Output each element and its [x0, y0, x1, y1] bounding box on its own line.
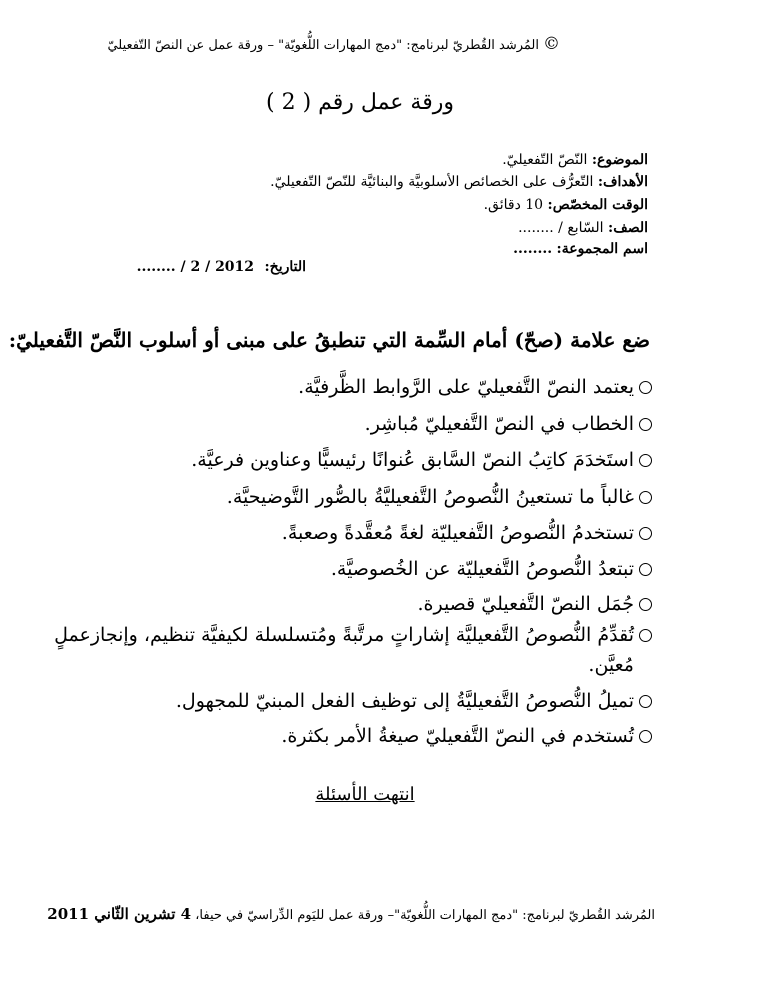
meta-subject [502, 152, 648, 168]
end-of-questions: انتهت الأسئلة [315, 784, 415, 805]
list-item [331, 558, 652, 580]
list-item [191, 449, 652, 471]
item-text: تميلُ النُّصوصُ التَّفعيليَّةُ إلى توظيف الفعل المبنيّ للمجهول. [175, 690, 634, 712]
radio-circle-icon[interactable] [639, 527, 652, 540]
class-label: الصف: [608, 220, 648, 236]
goals-label: الأهداف: [597, 174, 648, 190]
radio-circle-icon[interactable] [639, 381, 652, 394]
item-text: جُمَل النصّ التَّفعيليّ قصيرة. [417, 593, 634, 615]
meta-time [484, 197, 648, 213]
meta-goals [270, 174, 648, 190]
item-text: تبتعدُ النُّصوصُ التَّفعيليّة عن الخُصوصيَّة. [330, 558, 634, 580]
list-item [52, 620, 652, 680]
date-value: ........ / 2 / 2012 [136, 259, 255, 275]
radio-circle-icon[interactable] [639, 563, 652, 576]
list-item [227, 486, 652, 508]
footer-text: المُرشد القُطريّ لبرنامج: "دمج المهارات اللُّغويّة"– ورقة عمل لليَوم الدِّراسيّ في حيفا، [195, 908, 655, 923]
item-text: تستخدمُ النُّصوصُ التَّفعيليّة لغةً مُعقَّدةً وصعبةً. [281, 522, 634, 544]
list-item [281, 725, 652, 747]
meta-class [518, 220, 648, 236]
group-label: اسم المجموعة: [556, 241, 648, 257]
radio-circle-icon[interactable] [639, 730, 652, 743]
list-item [176, 690, 652, 712]
group-value: ........ [513, 241, 553, 257]
goals-value: التّعرُّف على الخصائص الأسلوبيَّة والبنائيَّة للنّصّ التّفعيليّ. [270, 174, 594, 190]
radio-circle-icon[interactable] [639, 598, 652, 611]
class-value: السّابع / ........ [518, 220, 604, 236]
footer [47, 905, 655, 923]
footer-date: 4 تشرين الثّاني 2011 [47, 905, 192, 923]
item-text: غالباً ما تستعينُ النُّصوصُ التَّفعيليَّةُ بالصُّور التَّوضيحيَّة. [226, 486, 634, 508]
page-title: ورقة عمل رقم ( 2 ) [266, 90, 454, 115]
header-text: المُرشد القُطريّ لبرنامج: "دمج المهارات اللُّغويّة" – ورقة عمل عن النصّ التّفعيليّ [107, 38, 539, 53]
item-text: الخطاب في النصّ التَّفعيليّ مُباشِر. [364, 413, 634, 435]
radio-circle-icon[interactable] [639, 629, 652, 642]
copyright-symbol: © [543, 34, 560, 54]
item-text: استَخدَمَ كاتِبُ النصّ السَّابق عُنوانًا رئيسيًّا وعناوين فرعيَّة. [191, 449, 634, 471]
header-line [100, 34, 560, 54]
time-value: 10 دقائق. [483, 197, 544, 213]
list-item [298, 376, 652, 398]
meta-date [137, 259, 306, 275]
subject-value: النّصّ التّفعيليّ. [502, 152, 588, 168]
item-text: تُستخدم في النصّ التَّفعيليّ صيغةُ الأمر بكثرة. [281, 725, 634, 747]
list-item [365, 413, 652, 435]
instruction: ضع علامة (صحّ) أمام السِّمة التي تنطبقُ على مبنى أو أسلوب النَّصّ التَّفعيليّ: [8, 328, 650, 352]
radio-circle-icon[interactable] [639, 454, 652, 467]
list-item [282, 522, 652, 544]
date-label: التاريخ: [264, 259, 306, 275]
radio-circle-icon[interactable] [639, 491, 652, 504]
subject-label: الموضوع: [591, 152, 648, 168]
item-text: تُقدِّمُ النُّصوصُ التَّفعيليَّة إشاراتٍ مرتَّبةً ومُتسلسلة لكيفيَّة تنظيم، وإنجازعملٍ مُعيَّن. [54, 624, 634, 676]
radio-circle-icon[interactable] [639, 695, 652, 708]
meta-group [513, 241, 648, 257]
radio-circle-icon[interactable] [639, 418, 652, 431]
list-item [417, 593, 652, 615]
item-text: يعتمد النصّ التَّفعيليّ على الرَّوابط الظَّرفيَّة. [298, 376, 634, 398]
time-label: الوقت المخصّص: [547, 197, 648, 213]
